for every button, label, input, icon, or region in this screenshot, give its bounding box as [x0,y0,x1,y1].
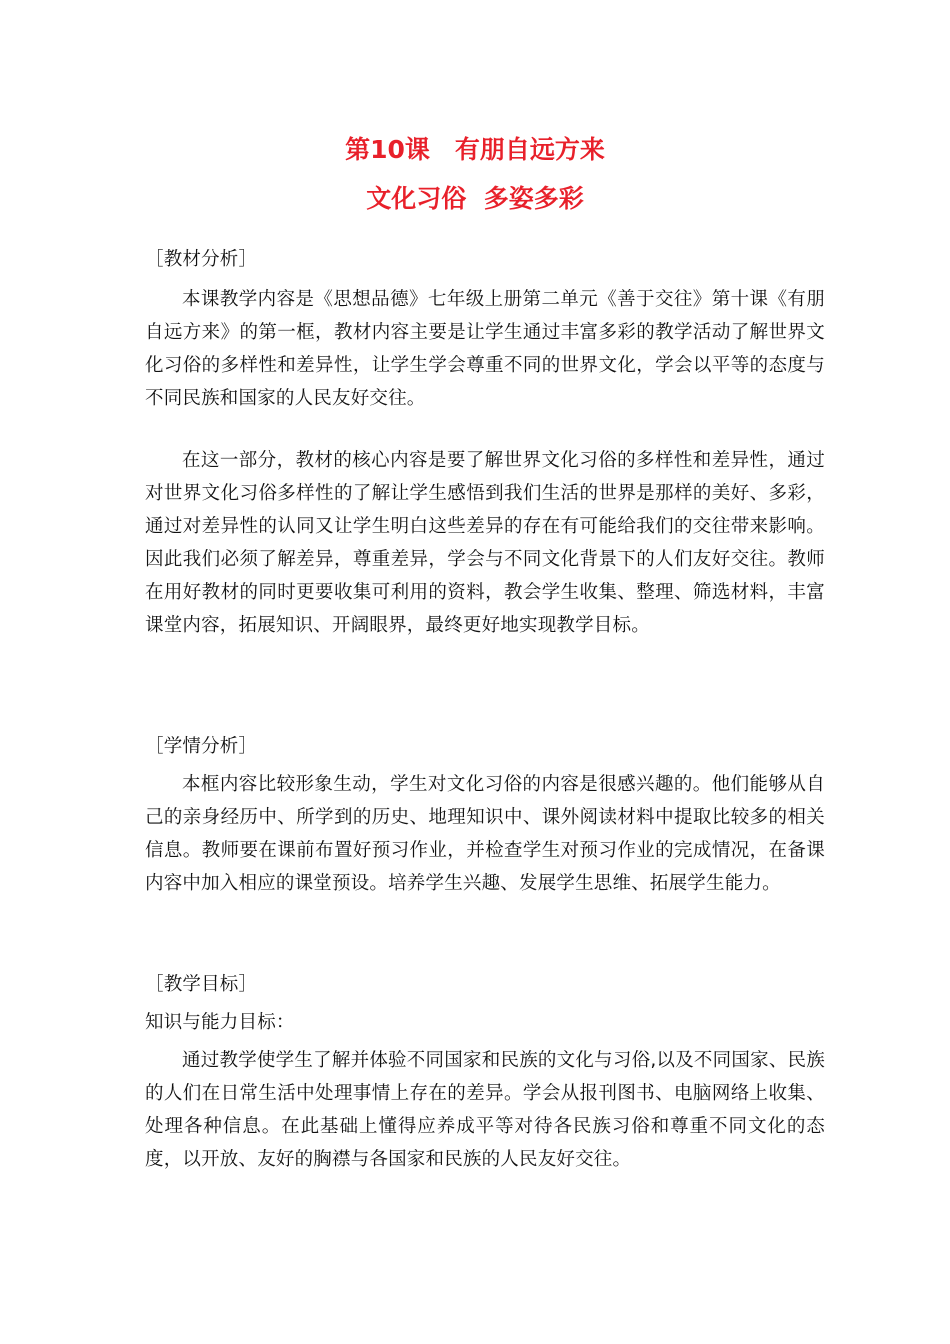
section-heading-textbook-analysis: ［教材分析］ [145,249,258,270]
section-heading-teaching-goals: ［教学目标］ [145,974,258,995]
lesson-title: 第10课 有朋自远方来 [345,135,605,164]
subheading-knowledge-ability: 知识与能力目标： [145,1012,295,1033]
section-heading-student-analysis: ［学情分析］ [145,736,258,757]
paragraph-student-analysis-1: 本框内容比较形象生动，学生对文化习俗的内容是很感兴趣的。他们能够从自己的亲身经历中、所学到的历史、地理知识中、课外阅读材料中提取比较多的相关信息。教师要在课前布置好预习作业，并检查学生对预习作业的完成情况，在备课内容中加入相应的课堂预设。培养学生兴趣、发展学生思维、拓展学生能力。 [145,774,825,894]
paragraph-teaching-goals-1: 通过教学使学生了解并体验不同国家和民族的文化与习俗,以及不同国家、民族的人们在日常生活中处理事情上存在的差异。学会从报刊图书、电脑网络上收集、处理各种信息。在此基础上懂得应养成平等对待各民族习俗和尊重不同文化的态度，以开放、友好的胸襟与各国家和民族的人民友好交往。 [145,1050,825,1170]
paragraph-textbook-analysis-1: 本课教学内容是《思想品德》七年级上册第二单元《善于交往》第十课《有朋自远方来》的第一框，教材内容主要是让学生通过丰富多彩的教学活动了解世界文化习俗的多样性和差异性，让学生学会尊重不同的世界文化，学会以平等的态度与不同民族和国家的人民友好交往。 [145,289,825,409]
paragraph-textbook-analysis-2: 在这一部分，教材的核心内容是要了解世界文化习俗的多样性和差异性，通过对世界文化习俗多样性的了解让学生感悟到我们生活的世界是那样的美好、多彩，通过对差异性的认同又让学生明白这些差异的存在有可能给我们的交往带来影响。因此我们必须了解差异，尊重差异，学会与不同文化背景下的人们友好交往。教师在用好教材的同时更要收集可利用的资料，教会学生收集、整理、筛选材料，丰富课堂内容，拓展知识、开阔眼界，最终更好地实现教学目标。 [145,450,825,636]
lesson-subtitle: 文化习俗 多姿多彩 [366,184,584,213]
